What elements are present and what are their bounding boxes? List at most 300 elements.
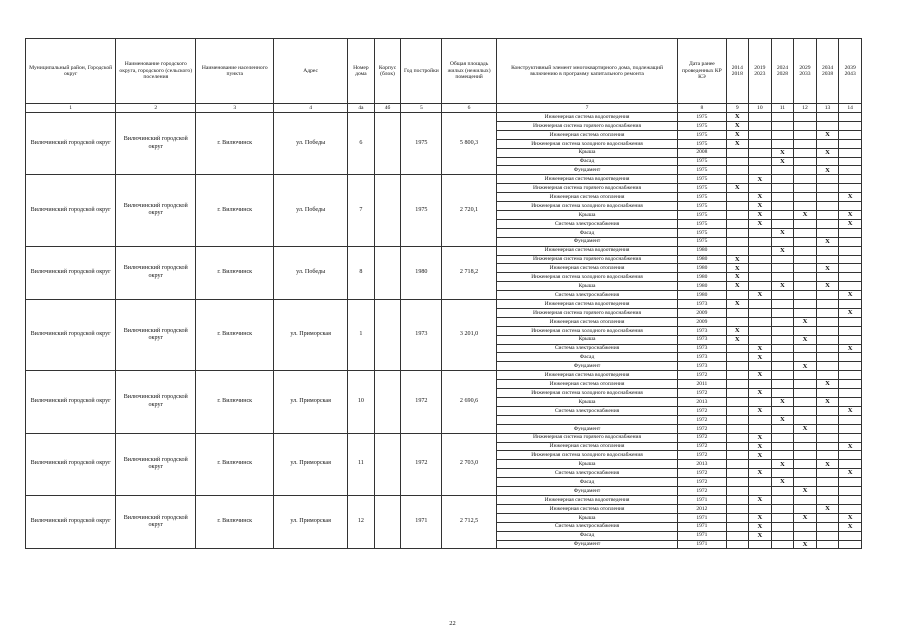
element-name-cell: Система электроснабжения [496, 522, 678, 531]
settlement-cell: Вилючинский городской округ [116, 300, 196, 371]
prior-repair-date-cell: 1972 [678, 371, 726, 380]
element-name-cell: Инженерная система холодного водоснабжения [496, 202, 678, 211]
element-name-cell: Фундамент [496, 540, 678, 549]
element-name-cell: Инженерная система холодного водоснабжения [496, 139, 678, 148]
period-mark: X [794, 335, 817, 344]
col-number: 3 [196, 104, 274, 113]
element-name-cell: Инженерная система холодного водоснабжения [496, 273, 678, 282]
col-number: 14 [839, 104, 862, 113]
period-cell [749, 157, 772, 166]
period-cell [816, 513, 839, 522]
period-mark: X [726, 255, 749, 264]
period-cell [726, 522, 749, 531]
period-cell [816, 469, 839, 478]
col-header-period-4: 2029 2033 [794, 39, 817, 104]
house-number-cell: 8 [348, 246, 375, 299]
period-cell [771, 371, 794, 380]
period-cell [839, 113, 862, 122]
period-cell [839, 531, 862, 540]
element-name-cell: Крыша [496, 148, 678, 157]
period-mark: X [794, 513, 817, 522]
period-cell [794, 255, 817, 264]
period-mark: X [794, 540, 817, 549]
period-cell [794, 113, 817, 122]
prior-repair-date-cell: 1972 [678, 389, 726, 398]
period-mark: X [726, 335, 749, 344]
period-cell [771, 433, 794, 442]
period-cell [839, 148, 862, 157]
period-mark: X [839, 442, 862, 451]
house-number-cell: 6 [348, 113, 375, 175]
prior-repair-date-cell: 1973 [678, 326, 726, 335]
prior-repair-date-cell: 1971 [678, 540, 726, 549]
street-cell: ул. Приморская [274, 495, 348, 548]
period-cell [794, 478, 817, 487]
locality-cell: г. Вилючинск [196, 113, 274, 175]
house-number-cell: 1 [348, 300, 375, 371]
period-cell [771, 175, 794, 184]
period-cell [726, 166, 749, 175]
street-cell: ул. Победы [274, 175, 348, 246]
col-number: 7 [496, 104, 678, 113]
element-name-cell: Крыша [496, 513, 678, 522]
period-cell [749, 255, 772, 264]
period-mark: X [749, 291, 772, 300]
element-name-cell: Система электроснабжения [496, 469, 678, 478]
period-mark: X [839, 406, 862, 415]
prior-repair-date-cell: 1975 [678, 228, 726, 237]
element-name-cell: Система электроснабжения [496, 344, 678, 353]
block-cell [374, 246, 401, 299]
period-mark: X [816, 237, 839, 246]
period-cell [771, 335, 794, 344]
element-name-cell: Инженерная система горячего водоснабжения [496, 121, 678, 130]
construction-year-cell: 1973 [401, 300, 442, 371]
period-cell [794, 246, 817, 255]
period-cell [726, 371, 749, 380]
area-cell: 2 712,5 [442, 495, 496, 548]
prior-repair-date-cell: 1975 [678, 202, 726, 211]
period-mark: X [726, 139, 749, 148]
period-cell [749, 113, 772, 122]
period-cell [839, 371, 862, 380]
col-header-prior-repair: Дата ранее проведенных КР КЭ [678, 39, 726, 104]
period-cell [771, 424, 794, 433]
settlement-cell: Вилючинский городской округ [116, 433, 196, 495]
period-cell [816, 210, 839, 219]
element-name-cell: Инженерная система холодного водоснабжения [496, 389, 678, 398]
period-cell [771, 308, 794, 317]
period-cell [726, 451, 749, 460]
col-number: 1 [26, 104, 116, 113]
period-cell [839, 326, 862, 335]
period-cell [816, 451, 839, 460]
prior-repair-date-cell: 1980 [678, 264, 726, 273]
period-cell [839, 273, 862, 282]
period-cell [771, 353, 794, 362]
period-cell [816, 335, 839, 344]
element-name-cell: Крыша [496, 335, 678, 344]
header-row [26, 39, 862, 104]
period-cell [726, 415, 749, 424]
period-mark: X [749, 210, 772, 219]
period-cell [726, 460, 749, 469]
element-name-cell: Инженерная система водоотведения [496, 246, 678, 255]
period-cell [794, 308, 817, 317]
period-mark: X [816, 460, 839, 469]
period-cell [794, 460, 817, 469]
prior-repair-date-cell: 1975 [678, 184, 726, 193]
settlement-cell: Вилючинский городской округ [116, 175, 196, 246]
col-header-period-1: 2014 2018 [726, 39, 749, 104]
period-cell [839, 228, 862, 237]
period-mark: X [749, 344, 772, 353]
prior-repair-date-cell: 1973 [678, 362, 726, 371]
period-cell [749, 237, 772, 246]
period-cell [816, 531, 839, 540]
period-cell [749, 317, 772, 326]
period-cell [749, 504, 772, 513]
period-cell [749, 130, 772, 139]
col-header-year: Год постройки [401, 39, 442, 104]
period-cell [749, 184, 772, 193]
period-cell [839, 157, 862, 166]
period-cell [794, 184, 817, 193]
period-cell [726, 389, 749, 398]
element-name-cell: Инженерная система отопления [496, 193, 678, 202]
col-header-locality: Наименование населенного пункта [196, 39, 274, 104]
prior-repair-date-cell: 1975 [678, 130, 726, 139]
period-mark: X [839, 219, 862, 228]
period-cell [771, 210, 794, 219]
district-cell: Вилючинский городской округ [26, 433, 116, 495]
construction-year-cell: 1972 [401, 371, 442, 433]
period-cell [816, 184, 839, 193]
table-row [26, 246, 862, 255]
period-cell [839, 246, 862, 255]
period-cell [794, 442, 817, 451]
locality-cell: г. Вилючинск [196, 300, 274, 371]
prior-repair-date-cell: 1980 [678, 291, 726, 300]
period-cell [839, 451, 862, 460]
area-cell: 5 800,3 [442, 113, 496, 175]
locality-cell: г. Вилючинск [196, 495, 274, 548]
period-cell [749, 335, 772, 344]
prior-repair-date-cell: 2013 [678, 398, 726, 407]
period-cell [749, 362, 772, 371]
period-cell [839, 130, 862, 139]
settlement-cell: Вилючинский городской округ [116, 113, 196, 175]
col-number: 10 [749, 104, 772, 113]
period-cell [816, 308, 839, 317]
house-number-cell: 11 [348, 433, 375, 495]
period-cell [726, 344, 749, 353]
period-mark: X [771, 398, 794, 407]
period-cell [771, 344, 794, 353]
period-mark: X [749, 406, 772, 415]
period-cell [726, 237, 749, 246]
element-name-cell: Инженерная система водоотведения [496, 371, 678, 380]
element-name-cell: Крыша [496, 282, 678, 291]
period-cell [839, 504, 862, 513]
period-cell [839, 380, 862, 389]
period-cell [794, 228, 817, 237]
period-mark: X [726, 130, 749, 139]
period-cell [771, 255, 794, 264]
period-cell [726, 469, 749, 478]
period-cell [771, 130, 794, 139]
period-cell [771, 291, 794, 300]
period-cell [726, 317, 749, 326]
element-name-cell: Фасад [496, 157, 678, 166]
period-mark: X [816, 130, 839, 139]
prior-repair-date-cell: 1973 [678, 300, 726, 309]
period-cell [749, 478, 772, 487]
col-number: 12 [794, 104, 817, 113]
period-mark: X [816, 264, 839, 273]
house-number-cell: 10 [348, 371, 375, 433]
construction-year-cell: 1975 [401, 113, 442, 175]
settlement-cell: Вилючинский городской округ [116, 495, 196, 548]
period-mark: X [749, 389, 772, 398]
element-name-cell: Фундамент [496, 237, 678, 246]
period-mark: X [794, 210, 817, 219]
period-cell [726, 246, 749, 255]
element-name-cell: Инженерная система горячего водоснабжения [496, 433, 678, 442]
prior-repair-date-cell: 2009 [678, 308, 726, 317]
period-cell [726, 531, 749, 540]
period-cell [794, 398, 817, 407]
period-cell [794, 433, 817, 442]
prior-repair-date-cell: 1973 [678, 353, 726, 362]
district-cell: Вилючинский городской округ [26, 175, 116, 246]
period-cell [771, 300, 794, 309]
street-cell: ул. Приморская [274, 433, 348, 495]
column-number-row [26, 104, 862, 113]
col-number: 6 [442, 104, 496, 113]
period-cell [771, 219, 794, 228]
col-number: 13 [816, 104, 839, 113]
district-cell: Вилючинский городской округ [26, 113, 116, 175]
period-cell [816, 433, 839, 442]
period-mark: X [771, 246, 794, 255]
district-cell: Вилючинский городской округ [26, 246, 116, 299]
period-cell [726, 291, 749, 300]
element-name-cell: Система электроснабжения [496, 219, 678, 228]
period-mark: X [749, 175, 772, 184]
period-mark: X [749, 433, 772, 442]
prior-repair-date-cell: 2008 [678, 148, 726, 157]
period-cell [749, 380, 772, 389]
col-header-area: Общая площадь жилых (нежилых) помещений [442, 39, 496, 104]
period-cell [816, 175, 839, 184]
prior-repair-date-cell: 1975 [678, 210, 726, 219]
period-cell [771, 451, 794, 460]
period-cell [816, 219, 839, 228]
period-cell [839, 300, 862, 309]
period-cell [816, 389, 839, 398]
period-mark: X [749, 531, 772, 540]
element-name-cell: Крыша [496, 210, 678, 219]
period-cell [794, 219, 817, 228]
table-row [26, 371, 862, 380]
prior-repair-date-cell: 1975 [678, 157, 726, 166]
period-mark: X [771, 228, 794, 237]
period-cell [749, 326, 772, 335]
prior-repair-date-cell: 1971 [678, 531, 726, 540]
period-cell [816, 326, 839, 335]
element-name-cell: Инженерная система отопления [496, 130, 678, 139]
period-cell [839, 184, 862, 193]
prior-repair-date-cell: 1980 [678, 282, 726, 291]
period-mark: X [839, 291, 862, 300]
period-cell [816, 317, 839, 326]
element-name-cell: Фасад [496, 228, 678, 237]
period-cell [749, 166, 772, 175]
period-mark: X [726, 282, 749, 291]
period-mark: X [749, 469, 772, 478]
block-cell [374, 371, 401, 433]
period-cell [816, 193, 839, 202]
period-cell [749, 460, 772, 469]
period-cell [839, 540, 862, 549]
period-cell [839, 335, 862, 344]
period-cell [794, 415, 817, 424]
period-cell [794, 371, 817, 380]
period-mark: X [771, 478, 794, 487]
period-cell [839, 175, 862, 184]
prior-repair-date-cell: 1980 [678, 246, 726, 255]
table-row [26, 175, 862, 184]
prior-repair-date-cell: 1972 [678, 487, 726, 496]
prior-repair-date-cell: 1975 [678, 193, 726, 202]
period-cell [794, 389, 817, 398]
period-cell [771, 389, 794, 398]
prior-repair-date-cell: 2012 [678, 504, 726, 513]
period-cell [816, 406, 839, 415]
period-cell [839, 415, 862, 424]
element-name-cell: Инженерная система отопления [496, 442, 678, 451]
period-cell [794, 522, 817, 531]
period-cell [794, 380, 817, 389]
period-mark: X [749, 219, 772, 228]
period-cell [816, 273, 839, 282]
period-mark: X [771, 460, 794, 469]
period-mark: X [794, 424, 817, 433]
prior-repair-date-cell: 1971 [678, 495, 726, 504]
prior-repair-date-cell: 1972 [678, 415, 726, 424]
period-mark: X [749, 442, 772, 451]
col-number: 2 [116, 104, 196, 113]
period-cell [816, 113, 839, 122]
period-cell [816, 157, 839, 166]
prior-repair-date-cell: 1972 [678, 433, 726, 442]
capital-repair-table [25, 38, 862, 549]
element-name-cell: Фундамент [496, 487, 678, 496]
element-name-cell: Фундамент [496, 166, 678, 175]
period-cell [839, 282, 862, 291]
period-cell [794, 282, 817, 291]
period-cell [749, 308, 772, 317]
period-cell [839, 460, 862, 469]
period-mark: X [749, 353, 772, 362]
period-mark: X [816, 398, 839, 407]
construction-year-cell: 1975 [401, 175, 442, 246]
col-number: 4a [348, 104, 375, 113]
period-cell [726, 495, 749, 504]
element-name-cell: Фасад [496, 531, 678, 540]
period-cell [726, 513, 749, 522]
district-cell: Вилючинский городской округ [26, 495, 116, 548]
period-mark: X [816, 166, 839, 175]
period-cell [794, 237, 817, 246]
prior-repair-date-cell: 1972 [678, 442, 726, 451]
col-header-period-3: 2024 2028 [771, 39, 794, 104]
period-mark: X [726, 121, 749, 130]
period-mark: X [749, 193, 772, 202]
period-cell [726, 406, 749, 415]
period-mark: X [771, 415, 794, 424]
period-cell [839, 478, 862, 487]
period-cell [771, 264, 794, 273]
street-cell: ул. Приморская [274, 371, 348, 433]
period-cell [839, 202, 862, 211]
col-number: 4 [274, 104, 348, 113]
period-cell [726, 487, 749, 496]
period-cell [839, 255, 862, 264]
period-cell [771, 362, 794, 371]
prior-repair-date-cell: 1980 [678, 273, 726, 282]
period-cell [839, 398, 862, 407]
period-mark: X [726, 326, 749, 335]
col-header-element: Конструктивный элемент многоквартирного дома, подлежащий включению в программу капитального ремонта [496, 39, 678, 104]
period-cell [839, 264, 862, 273]
period-cell [839, 495, 862, 504]
period-cell [749, 282, 772, 291]
period-cell [816, 522, 839, 531]
period-cell [794, 148, 817, 157]
prior-repair-date-cell: 1972 [678, 478, 726, 487]
prior-repair-date-cell: 1975 [678, 175, 726, 184]
period-cell [726, 219, 749, 228]
period-cell [749, 246, 772, 255]
period-cell [794, 175, 817, 184]
period-cell [839, 424, 862, 433]
prior-repair-date-cell: 1975 [678, 139, 726, 148]
element-name-cell: Фундамент [496, 362, 678, 371]
period-cell [771, 522, 794, 531]
period-cell [816, 344, 839, 353]
period-mark: X [839, 469, 862, 478]
table-row [26, 495, 862, 504]
period-mark: X [749, 371, 772, 380]
period-cell [726, 353, 749, 362]
block-cell [374, 113, 401, 175]
period-cell [771, 380, 794, 389]
element-name-cell: Инженерная система горячего водоснабжения [496, 255, 678, 264]
col-header-settlement: Наименование городского округа, городского (сельского) поселения [116, 39, 196, 104]
period-cell [749, 540, 772, 549]
element-name-cell: Фасад [496, 478, 678, 487]
period-cell [816, 495, 839, 504]
period-cell [839, 487, 862, 496]
prior-repair-date-cell: 1972 [678, 469, 726, 478]
element-name-cell: Инженерная система холодного водоснабжения [496, 451, 678, 460]
area-cell: 2 703,0 [442, 433, 496, 495]
period-cell [771, 166, 794, 175]
col-header-block: Корпус (блок) [374, 39, 401, 104]
period-cell [816, 478, 839, 487]
